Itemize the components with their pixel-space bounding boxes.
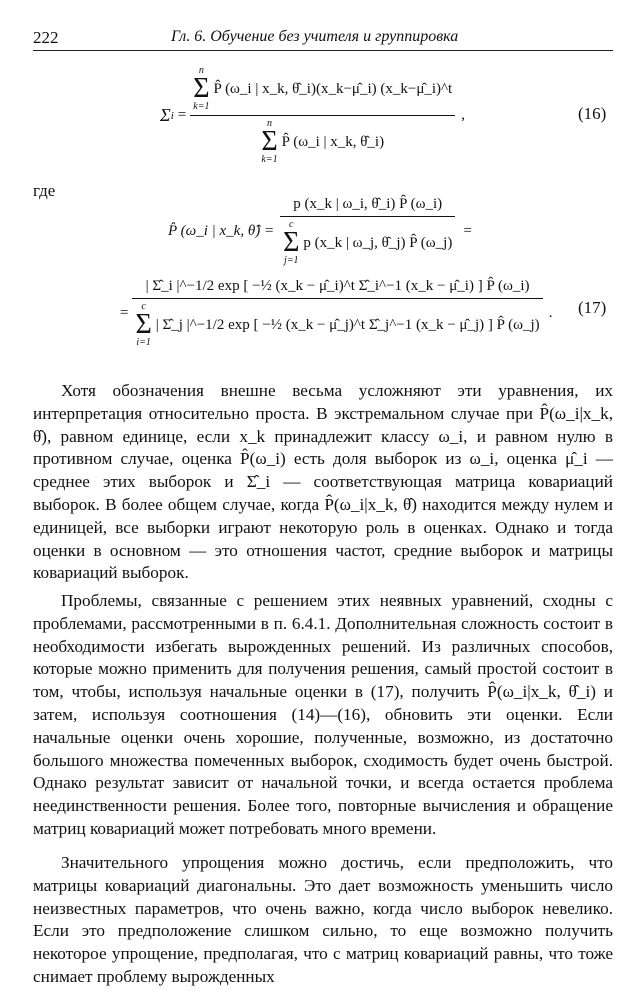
eq16-num-sum: n Σ k=1	[193, 65, 210, 112]
eq17-trailing: .	[548, 304, 553, 321]
eq17-denominator-1: p (x_k | ω_j, θ̂_j) P̂ (ω_j)	[303, 234, 453, 251]
eq16-denominator: P̂ (ω_i | x_k, θ̂_i)	[281, 133, 385, 150]
eq16-den-sum: n Σ k=1	[261, 118, 278, 165]
eq16-num-sum-upper: n	[198, 65, 204, 76]
equation-17-line-1	[168, 196, 472, 266]
eq16-den-sum-upper: n	[267, 118, 273, 129]
eq17-den1-sum-lower: j=1	[283, 255, 299, 266]
where-word: где	[33, 181, 56, 200]
eq17-den1-sum: c Σ j=1	[283, 219, 300, 266]
eq17-numerator-2: | Σ̂_i |^−1/2 exp [ −½ (x_k − μ̂_i)^t Σ̂_i^−1 (x_k − μ̂_i) ] P̂ (ω_i)	[145, 278, 530, 294]
eq16-den-sum-lower: k=1	[261, 154, 278, 165]
eq17-den2-sum-lower: i=1	[136, 337, 151, 348]
eq16-number: (16)	[578, 104, 607, 123]
paragraph-2: Проблемы, связанные с решением этих неявных уравнений, сходны с проблемами, рассмотренными в п. 6.4.1. Дополнительная сложность состоит в необходимости избегать вырожденных решений. Из различных способов, которые можно применить для получения решения, самый простой состоит в том, чтобы, используя начальные оценки в (17), получить P̂(ω_i|x_k, θ̂_i) и затем, используя соотношения (14)—(16), обновить эти оценки. Если начальные оценки очень хорошие, полученные, возможно, из достаточно большого множества помеченных выборок, сходимость будет очень быстрой. Однако результат зависит от начальной точки, и всегда остается проблема неединственности решения. Более того, повторные вычисления и обращение матриц ковариаций может потребовать много времени.	[33, 591, 613, 838]
eq17-fraction-2	[132, 278, 542, 348]
paragraph-3: Значительного упрощения можно достичь, если предположить, что матрицы ковариаций диагональны. Это дает возможность уменьшить число неизвестных параметров, что очень важно, когда число выборок невелико. Если это предположение слишком сильно, то еще возможно получить некоторое упрощение, предполагая, что c матриц ковариаций равны, что тоже снимает проблему вырожденных	[33, 853, 613, 986]
running-title: Гл. 6. Обучение без учителя и группировка	[171, 28, 459, 45]
eq17-den2-sum-upper: c	[141, 301, 146, 312]
eq17-number: (17)	[578, 298, 607, 317]
page-number: 222	[33, 28, 59, 47]
equation-17-line-2: = | Σ̂_i |^−1/2 exp [ −½ (x_k − μ̂_i)^t Σ̂_i^−1 (x_k − μ̂_i) ] P̂ (ω_i) c Σ i=1 | Σ̂_j |^−1/2 exp [ −½ (x_k − μ̂_j)^t Σ̂_j^−1 (x_k − μ̂_j) ] P̂ (ω_j) .	[120, 278, 553, 348]
eq16-fraction	[190, 66, 455, 165]
equation-16: Σ i = n Σ k=1 P̂ (ω_i | x_k, θ̂_i)(x_k−μ̂_i) (x_k−μ̂_i)^t n Σ k=1 P̂ (ω_i | x_k, θ̂_i) ,	[160, 65, 465, 165]
page-header	[33, 28, 613, 51]
eq16-trailing: ,	[461, 107, 465, 123]
eq16-num-sum-lower: k=1	[193, 101, 210, 112]
paragraph-1: Хотя обозначения внешне весьма усложняют эти уравнения, их интерпретация относительно проста. В экстремальном случае при P̂(ω_i|x_k, θ̂), равном единице, если x_k принадлежит классу ω_i, и равном нулю в противном случае, оценка P̂(ω_i) есть доля выборок из ω_i, оценка μ̂_i — среднее этих выборок и Σ̂_i — соответствующая матрица ковариаций выборок. В более общем случае, когда P̂(ω_i|x_k, θ̂) находится между нулем и единицей, все выборки играют некоторую роль в оценках. Однако и тогда оценки в основном — это отношения частот, средние выборок и матрицы ковариаций выборок.	[33, 381, 613, 583]
eq16-lhs-sub: i	[170, 109, 174, 122]
eq17-equals: =	[463, 222, 472, 239]
eq17-lhs: P̂ (ω_i | x_k, θ̂) =	[168, 222, 275, 239]
eq17-fraction-1	[280, 196, 455, 266]
eq17-den1-sum-upper: c	[289, 219, 294, 230]
eq16-lhs: Σ	[160, 105, 171, 125]
eq17-numerator-1: p (x_k | ω_i, θ̂_i) P̂ (ω_i)	[293, 196, 443, 212]
eq17-denominator-2: | Σ̂_j |^−1/2 exp [ −½ (x_k − μ̂_j)^t Σ̂_j^−1 (x_k − μ̂_j) ] P̂ (ω_j)	[155, 316, 540, 333]
eq16-numerator: P̂ (ω_i | x_k, θ̂_i)(x_k−μ̂_i) (x_k−μ̂_i)^t	[213, 80, 453, 97]
eq17-den2-sum: c Σ i=1	[135, 301, 152, 348]
